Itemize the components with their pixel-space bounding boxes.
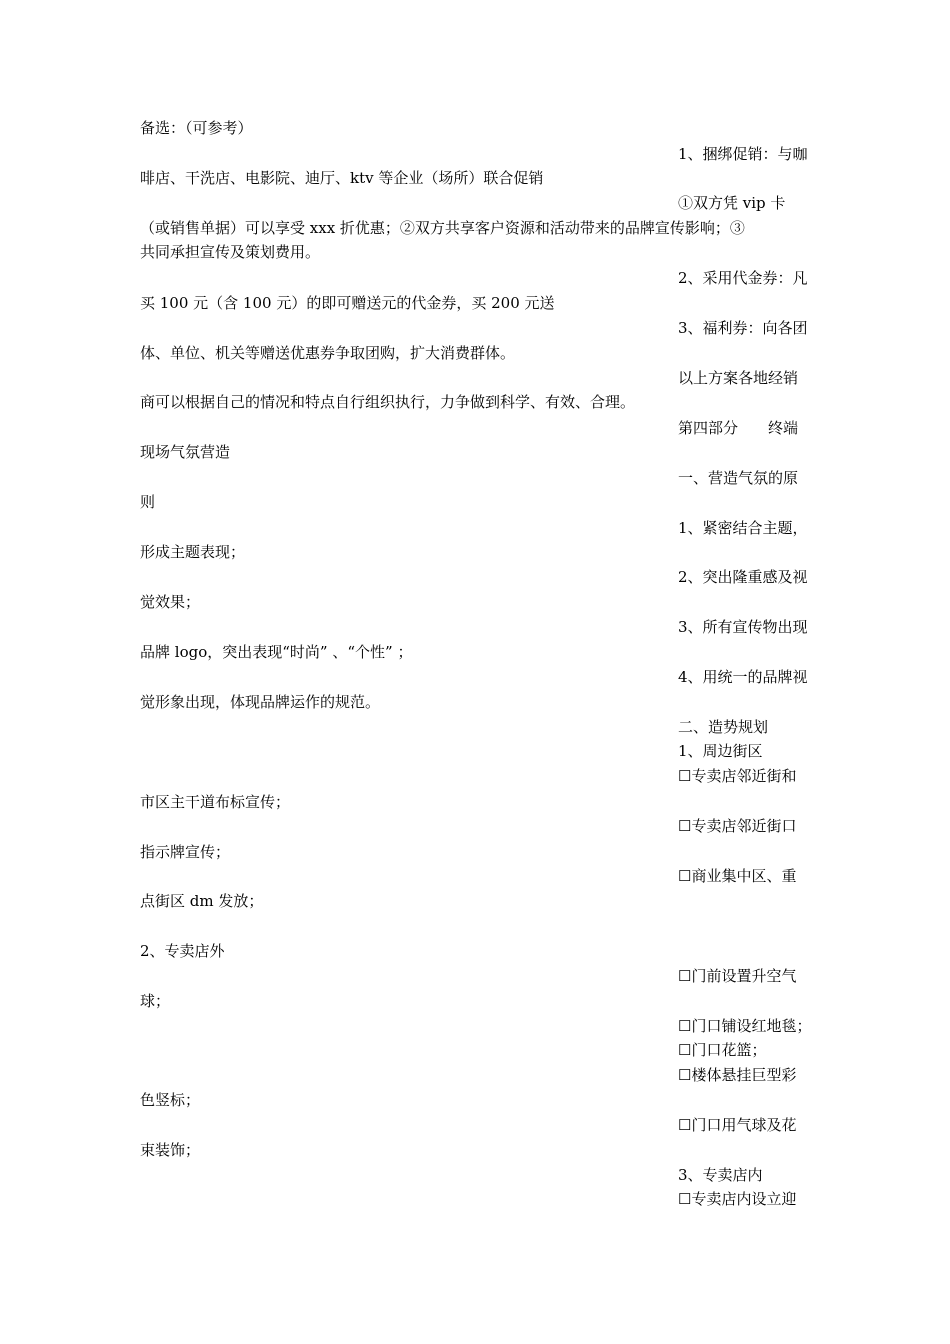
text-line: 觉效果； bbox=[140, 593, 201, 611]
text-line: 2、专卖店外 bbox=[140, 942, 225, 960]
text-line: ①双方凭 vip 卡 bbox=[678, 194, 786, 212]
text-line: 指示牌宣传； bbox=[140, 843, 231, 861]
list-item: ☐专卖店邻近街口 bbox=[678, 817, 797, 835]
text-line: 2、突出隆重感及视 bbox=[678, 568, 808, 586]
list-item: ☐商业集中区、重 bbox=[678, 867, 797, 885]
text-line: 4、用统一的品牌视 bbox=[678, 668, 808, 686]
list-item: ☐门口铺设红地毯； bbox=[678, 1017, 812, 1035]
list-item: ☐门前设置升空气 bbox=[678, 967, 797, 985]
text-line: 3、专卖店内 bbox=[678, 1166, 763, 1184]
text-line: 体、单位、机关等赠送优惠券争取团购，扩大消费群体。 bbox=[140, 344, 516, 362]
text-line: 1、周边街区 bbox=[678, 742, 763, 760]
text-line: 以上方案各地经销 bbox=[678, 369, 799, 387]
list-item: ☐专卖店邻近街和 bbox=[678, 767, 797, 785]
list-item: ☐专卖店内设立迎 bbox=[678, 1190, 797, 1208]
text-line: 1、捆绑促销：与咖 bbox=[678, 145, 808, 163]
list-item: ☐楼体悬挂巨型彩 bbox=[678, 1066, 797, 1084]
text-line: 色竖标； bbox=[140, 1091, 201, 1109]
text-line: 二、造势规划 bbox=[678, 718, 769, 736]
text-line: 点街区 dm 发放； bbox=[140, 892, 264, 910]
text-line: 一、营造气氛的原 bbox=[678, 469, 799, 487]
section-heading: 第四部分 终端 bbox=[678, 419, 799, 437]
text-line: 3、所有宣传物出现 bbox=[678, 618, 808, 636]
text-line: 买 100 元（含 100 元）的即可赠送元的代金券，买 200 元送 bbox=[140, 294, 555, 312]
text-line: 球； bbox=[140, 992, 171, 1010]
text-line: 则 bbox=[140, 493, 156, 511]
text-line: 形成主题表现； bbox=[140, 543, 246, 561]
text-line: 1、紧密结合主题， bbox=[678, 519, 808, 537]
text-line: 3、福利券：向各团 bbox=[678, 319, 808, 337]
text-line: 束装饰； bbox=[140, 1141, 201, 1159]
text-line: 品牌 logo，突出表现“时尚” 、“个性” ； bbox=[140, 643, 413, 661]
list-item: ☐门口花篮； bbox=[678, 1041, 767, 1059]
text-line: 市区主干道布标宣传； bbox=[140, 793, 291, 811]
text-line: 共同承担宣传及策划费用。 bbox=[140, 243, 321, 261]
text-line: 2、采用代金券：凡 bbox=[678, 269, 808, 287]
text-line: 备选：（可参考） bbox=[140, 119, 253, 137]
text-line: 觉形象出现，体现品牌运作的规范。 bbox=[140, 693, 381, 711]
text-line: 啡店、干洗店、电影院、迪厅、ktv 等企业（场所）联合促销 bbox=[140, 169, 544, 187]
text-line: （或销售单据）可以享受 xxx 折优惠；②双方共享客户资源和活动带来的品牌宣传影响；③ bbox=[140, 219, 745, 237]
text-line: 商可以根据自己的情况和特点自行组织执行，力争做到科学、有效、合理。 bbox=[140, 393, 636, 411]
section-heading: 现场气氛营造 bbox=[140, 443, 231, 461]
list-item: ☐门口用气球及花 bbox=[678, 1116, 797, 1134]
